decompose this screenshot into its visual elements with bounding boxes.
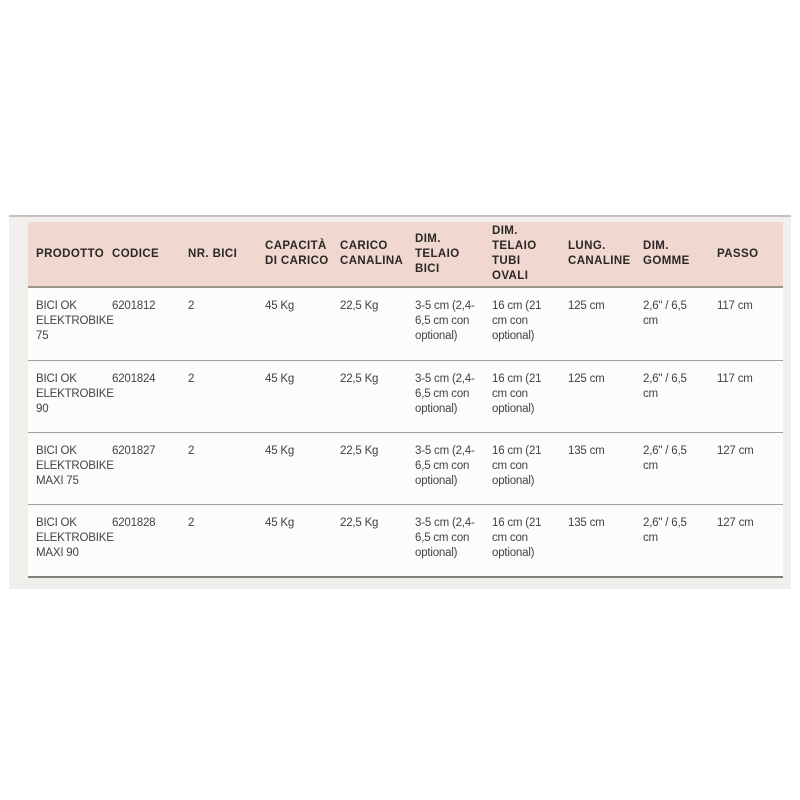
table-body [28,288,783,576]
table-cell-passo: 117 cm [717,300,753,312]
table-cell-carico-canalina: 22,5 Kg [340,373,379,385]
table-cell-nr-bici: 2 [188,517,195,529]
table-cell-passo: 127 cm [717,445,754,457]
table-cell-passo: 117 cm [717,373,753,385]
table-cell-lung-canaline: 125 cm [568,373,605,385]
header-cell-dim-gomme: DIM. GOMME [643,240,690,267]
table-row [28,360,783,432]
table-cell-prodotto: BICI OK ELEKTROBIKE 75 [36,300,114,342]
table-cell-dim-telaio-bici: 3-5 cm (2,4-6,5 cm con optional) [415,300,475,342]
spec-table [28,222,783,578]
header-cell-capacita-di-carico: CAPACITÀ DI CARICO [265,240,329,267]
header-cell-dim-telaio-bici: DIM. TELAIO BICI [415,232,460,275]
table-cell-lung-canaline: 125 cm [568,300,605,312]
table-row [28,288,783,360]
header-cell-nr-bici: NR. BICI [188,247,238,260]
table-cell-dim-telaio-tubi-ovali: 16 cm (21 cm con optional) [492,300,542,342]
spec-section [9,215,791,589]
header-cell-lung-canaline: LUNG. CANALINE [568,240,631,267]
table-cell-dim-telaio-tubi-ovali: 16 cm (21 cm con optional) [492,373,542,415]
table-cell-nr-bici: 2 [188,445,195,457]
table-cell-carico-canalina: 22,5 Kg [340,517,379,529]
table-cell-passo: 127 cm [717,517,754,529]
table-cell-capacita-di-carico: 45 Kg [265,445,295,457]
table-cell-codice: 6201824 [112,373,156,385]
table-cell-prodotto: BICI OK ELEKTROBIKE MAXI 75 [36,445,114,487]
table-cell-prodotto: BICI OK ELEKTROBIKE MAXI 90 [36,517,114,559]
table-cell-dim-telaio-tubi-ovali: 16 cm (21 cm con optional) [492,517,542,559]
table-cell-nr-bici: 2 [188,373,195,385]
header-cell-carico-canalina: CARICO CANALINA [340,240,404,267]
header-cell-passo: PASSO [717,247,759,260]
table-cell-codice: 6201812 [112,300,156,312]
header-cell-codice: CODICE [112,247,160,260]
table-cell-capacita-di-carico: 45 Kg [265,373,295,385]
table-cell-carico-canalina: 22,5 Kg [340,445,379,457]
table-cell-codice: 6201828 [112,517,156,529]
table-cell-dim-telaio-bici: 3-5 cm (2,4-6,5 cm con optional) [415,373,475,415]
table-cell-dim-gomme: 2,6" / 6,5 cm [643,445,687,472]
table-cell-capacita-di-carico: 45 Kg [265,517,295,529]
table-cell-lung-canaline: 135 cm [568,517,605,529]
table-cell-dim-telaio-bici: 3-5 cm (2,4-6,5 cm con optional) [415,517,475,559]
table-cell-prodotto: BICI OK ELEKTROBIKE 90 [36,373,114,415]
table-cell-nr-bici: 2 [188,300,195,312]
table-cell-lung-canaline: 135 cm [568,445,605,457]
table-cell-codice: 6201827 [112,445,156,457]
header-cell-dim-telaio-tubi-ovali: DIM. TELAIO TUBI OVALI [492,225,537,282]
table-row [28,432,783,504]
table-cell-dim-gomme: 2,6" / 6,5 cm [643,517,687,544]
table-cell-dim-telaio-bici: 3-5 cm (2,4-6,5 cm con optional) [415,445,475,487]
table-cell-dim-gomme: 2,6" / 6,5 cm [643,373,687,400]
table-header-row [28,222,783,288]
table-row [28,504,783,576]
table-cell-dim-gomme: 2,6" / 6,5 cm [643,300,687,327]
table-cell-carico-canalina: 22,5 Kg [340,300,379,312]
table-cell-dim-telaio-tubi-ovali: 16 cm (21 cm con optional) [492,445,542,487]
header-cell-prodotto: PRODOTTO [36,247,105,260]
table-cell-capacita-di-carico: 45 Kg [265,300,295,312]
